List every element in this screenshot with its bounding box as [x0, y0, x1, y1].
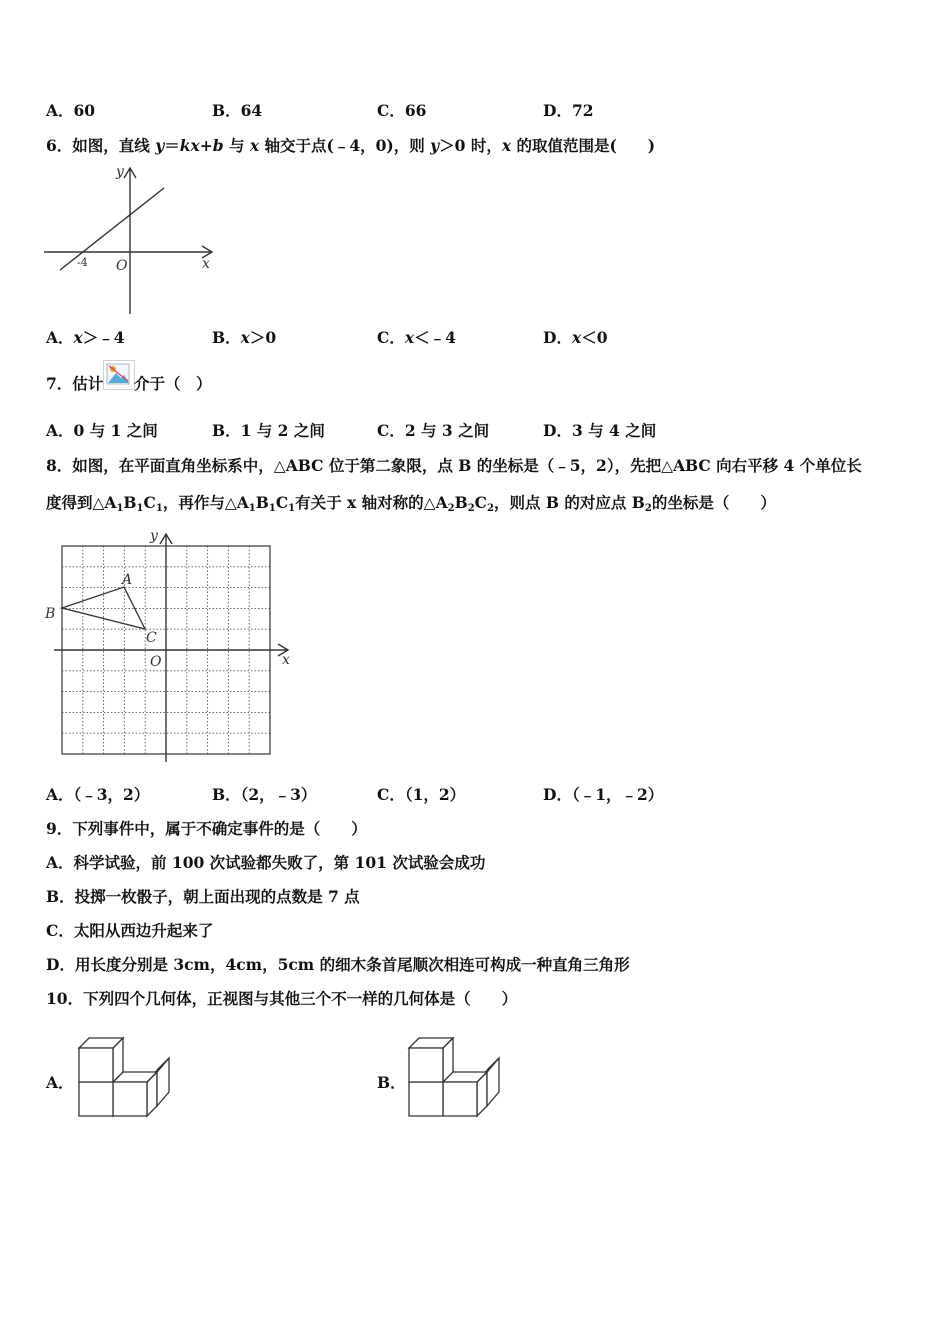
q7-option-d: D．3 与 4 之间 [543, 421, 657, 440]
q7-stem-after: 介于（ ） [134, 374, 212, 393]
q7-stem-before: 7．估计 [46, 374, 104, 393]
q9-option-c: C．太阳从西边升起来了 [46, 921, 214, 940]
q5-option-b: B．64 [212, 101, 263, 120]
q10-solid-a [76, 1024, 176, 1120]
q9-option-d: D．用长度分别是 3cm，4cm，5cm 的细木条首尾顺次相连可构成一种直角三角形 [46, 955, 630, 974]
q7-option-c: C．2 与 3 之间 [377, 421, 490, 440]
q6-option-a: A．x＞﹣4 [46, 328, 125, 347]
broken-image-icon [103, 360, 135, 390]
q6-option-c: C．x＜﹣4 [377, 328, 456, 347]
q9-option-a: A．科学试验，前 100 次试验都失败了，第 101 次试验会成功 [46, 853, 486, 872]
q8-origin-label: O [150, 654, 162, 670]
q6-line-graph [40, 162, 220, 320]
q8-option-c: C．（1，2） [377, 785, 466, 804]
q10-option-b-label: B． [377, 1073, 406, 1092]
q7-option-b: B．1 与 2 之间 [212, 421, 325, 440]
q8-stem-line1: 8．如图，在平面直角坐标系中，△ABC 位于第二象限，点 B 的坐标是（﹣5，2），先把△ABC 向右平移 4 个单位长 [46, 456, 862, 475]
q9-option-b: B．投掷一枚骰子，朝上面出现的点数是 7 点 [46, 887, 360, 906]
q8-x-label: x [282, 652, 290, 668]
q8-point-c-label: C [146, 630, 157, 646]
q5-option-d: D．72 [543, 101, 594, 120]
q6-function-line [60, 188, 164, 270]
q6-tick-label: -4 [77, 256, 88, 269]
q10-solid-b [406, 1024, 506, 1120]
q8-grid-figure [40, 526, 300, 766]
q5-option-a: A．60 [46, 101, 96, 120]
q6-option-d: D．x＜0 [543, 328, 608, 347]
q5-option-c: C．66 [377, 101, 427, 120]
q8-y-label: y [150, 528, 158, 544]
q8-option-a: A．（﹣3，2） [46, 785, 150, 804]
q7-option-a: A．0 与 1 之间 [46, 421, 158, 440]
q9-stem: 9．下列事件中，属于不确定事件的是（ ） [46, 819, 367, 838]
q8-stem-line2: 度得到$\triangle A_1B_1C_1$，再作与$\triangle A_1B_1C_1$有关于 x 轴对称的$\triangle A_2B_2C_2$，则点 B 的对应点 $B_2$的坐标是（ ） [46, 493, 776, 514]
q6-x-label: x [202, 256, 210, 272]
q10-stem: 10．下列四个几何体，正视图与其他三个不一样的几何体是（ ） [46, 989, 518, 1008]
q6-stem: 6．如图，直线 y＝kx+b 与 x 轴交于点(﹣4，0)，则 y＞0 时，x 的取值范围是( ) [46, 136, 656, 155]
q8-point-b-label: B [45, 606, 56, 622]
q8-option-b: B．（2，﹣3） [212, 785, 317, 804]
q6-origin-label: O [116, 258, 128, 274]
q8-option-d: D．（﹣1，﹣2） [543, 785, 664, 804]
q6-option-b: B．x＞0 [212, 328, 277, 347]
q8-point-a-label: A [122, 572, 133, 588]
q6-y-label: y [116, 164, 124, 180]
q10-option-a-label: A． [46, 1073, 74, 1092]
